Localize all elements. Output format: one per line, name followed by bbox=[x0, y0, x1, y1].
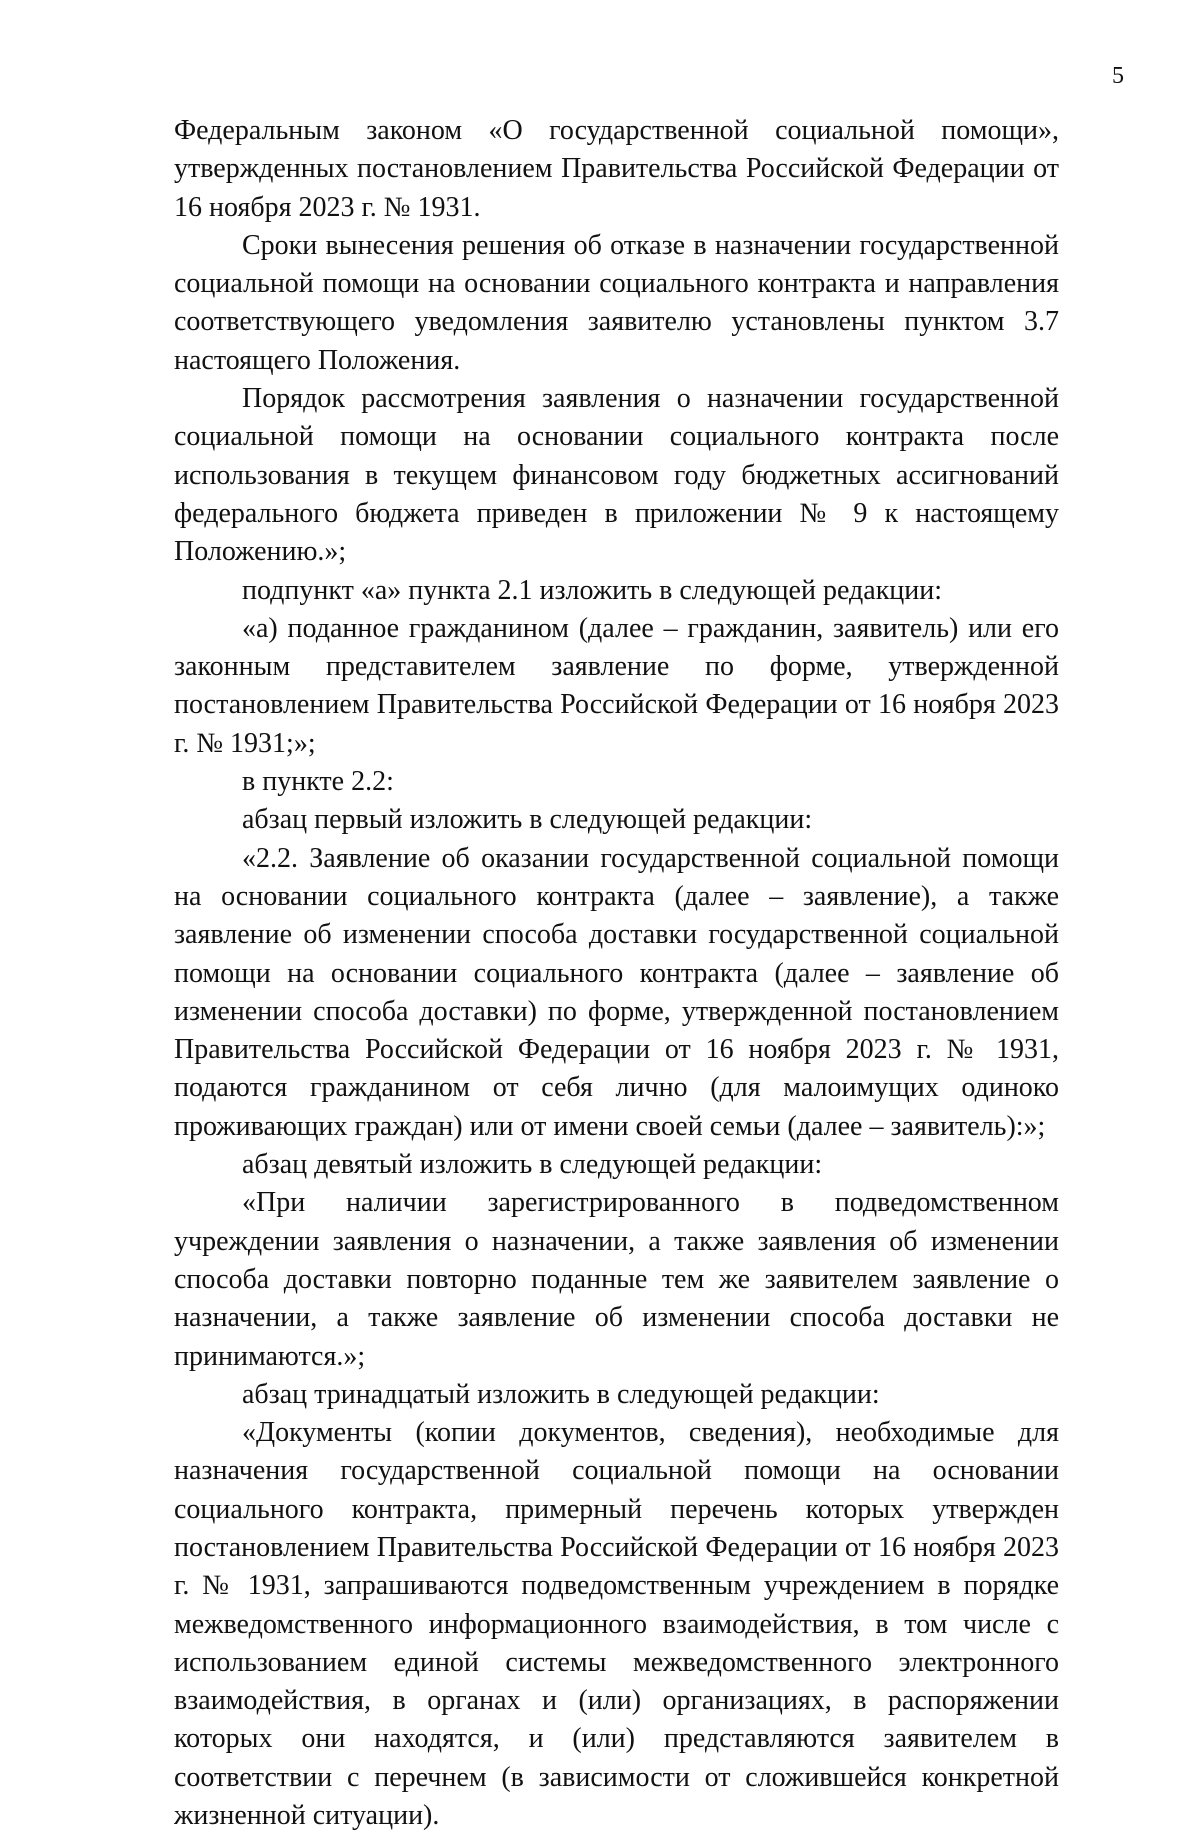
paragraph-continuation: Федеральным законом «О государственной социальной помощи», утвержденных постановлением Правительства Российской Федерации от 16 ноября 2023 г. № 1931. bbox=[174, 115, 1059, 223]
paragraph-subitem-a-text: «а) поданное гражданином (далее – гражданин, заявитель) или его законным представителем заявление по форме, утвержденной постановлением Правительства Российской Федерации от 16 ноября 2023 г. № 1931;»; bbox=[174, 612, 1059, 759]
paragraph-subitem-a-instruction: подпункт «а» пункта 2.1 изложить в следующей редакции: bbox=[242, 574, 943, 606]
paragraph-thirteenth-text: «Документы (копии документов, сведения), необходимые для назначения государственной социальной помощи на основании социального контракта, примерный перечень которых утвержден постановлением Правительства Российской Федерации от 16 ноября 2023 г. № 1931, запрашиваются подведомственным учреждением в порядке межведомственного информационного взаимодействия, в том числе с использованием единой системы межведомственного электронного взаимодействия, в органах и (или) организациях, в распоряжении которых они находятся, и (или) представляются заявителем в соответствии с перечнем (в зависимости от сложившейся конкретной жизненной ситуации). bbox=[174, 1417, 1059, 1832]
paragraph-deadlines: Сроки вынесения решения об отказе в назначении государственной социальной помощи на основании социального контракта и направления соответствующего уведомления заявителю установлены пунктом 3.7 настоящего Положения. bbox=[174, 229, 1059, 376]
paragraph-first-instruction: абзац первый изложить в следующей редакции: bbox=[242, 804, 813, 836]
paragraph-procedure: Порядок рассмотрения заявления о назначении государственной социальной помощи на основании социального контракта после использования в текущем финансовом году бюджетных ассигнований федерального бюджета приведен в приложении № 9 к настоящему Положению.»; bbox=[174, 383, 1059, 568]
document-body bbox=[174, 112, 1059, 1835]
paragraph-ninth-text: «При наличии зарегистрированного в подведомственном учреждении заявления о назначении, а также заявления об изменении способа доставки повторно поданные тем же заявителем заявление о назначении, а также заявление об изменении способа доставки не принимаются.»; bbox=[174, 1187, 1059, 1372]
paragraph-thirteenth-instruction: абзац тринадцатый изложить в следующей редакции: bbox=[242, 1378, 880, 1410]
paragraph-item-2-2-heading: в пункте 2.2: bbox=[242, 766, 394, 798]
paragraph-item-2-2-text: «2.2. Заявление об оказании государственной социальной помощи на основании социального контракта (далее – заявление), а также заявление об изменении способа доставки государственной социальной помощи на основании социального контракта (далее – заявление об изменении способа доставки) по форме, утвержденной постановлением Правительства Российской Федерации от 16 ноября 2023 г. № 1931, подаются гражданином от себя лично (для малоимущих одиноко проживающих граждан) или от имени своей семьи (далее – заявитель):»; bbox=[174, 842, 1059, 1142]
page-number: 5 bbox=[1112, 63, 1124, 89]
paragraph-ninth-instruction: абзац девятый изложить в следующей редакции: bbox=[242, 1149, 823, 1181]
